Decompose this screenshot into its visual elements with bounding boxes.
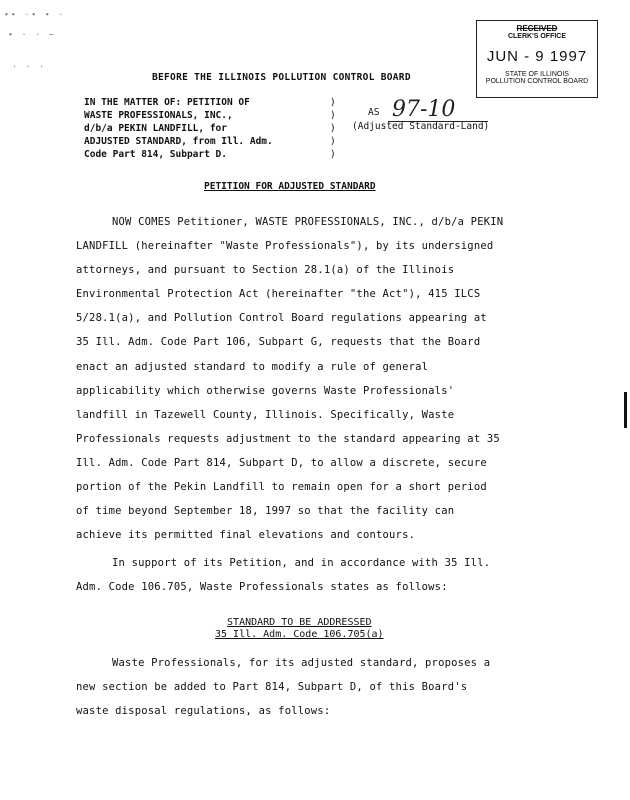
case-type: (Adjusted Standard-Land) xyxy=(352,121,490,132)
text-line: Waste Professionals, for its adjusted standard, proposes a xyxy=(112,657,491,669)
scan-artifact: · · · xyxy=(12,62,47,71)
section-heading xyxy=(215,617,384,641)
stamp-state: STATE OF ILLINOIS xyxy=(505,71,569,78)
text-line: achieve its permitted final elevations and contours. xyxy=(76,529,416,542)
stamp-received: RECEIVED xyxy=(516,24,558,33)
text-line: landfill in Tazewell County, Illinois. Specifically, Waste xyxy=(76,408,455,421)
text-line: Professionals requests adjustment to the standard appearing at 35 xyxy=(76,432,500,445)
section-heading-title: STANDARD TO BE ADDRESSED xyxy=(227,617,372,628)
caption-line: ADJUSTED STANDARD, from Ill. Adm. xyxy=(84,136,273,147)
text-line: applicability which otherwise governs Waste Professionals' xyxy=(76,384,455,397)
text-line: 5/28.1(a), and Pollution Control Board regulations appearing at xyxy=(76,312,487,325)
scan-artifact: ∙∙ ·∙ ∙ · xyxy=(4,10,66,19)
bracket: ) xyxy=(330,136,336,147)
bracket: ) xyxy=(330,123,336,134)
stamp-board: POLLUTION CONTROL BOARD xyxy=(485,78,589,85)
petition-title: PETITION FOR ADJUSTED STANDARD xyxy=(204,181,376,192)
case-caption xyxy=(84,96,273,161)
paragraph-proposal xyxy=(76,651,556,723)
caption-line: Code Part 814, Subpart D. xyxy=(84,149,227,160)
text-line: In support of its Petition, and in accordance with 35 Ill. xyxy=(112,557,491,569)
bracket: ) xyxy=(330,110,336,121)
stamp-date: JUN - 9 1997 xyxy=(486,48,588,65)
scan-artifact: ∙ · · − xyxy=(8,30,56,39)
text-line: LANDFILL (hereinafter "Waste Professionals"), by its undersigned xyxy=(76,240,494,253)
section-heading-citation: 35 Ill. Adm. Code 106.705(a) xyxy=(215,629,384,640)
received-stamp xyxy=(476,20,598,98)
text-line: attorneys, and pursuant to Section 28.1(a) of the Illinois xyxy=(76,264,455,277)
paragraph-support xyxy=(76,551,556,599)
bracket: ) xyxy=(330,97,336,108)
text-line: NOW COMES Petitioner, WASTE PROFESSIONALS, INC., d/b/a PEKIN xyxy=(112,216,504,228)
caption-line: d/b/a PEKIN LANDFILL, for xyxy=(84,123,227,134)
board-heading: BEFORE THE ILLINOIS POLLUTION CONTROL BOARD xyxy=(152,72,411,83)
caption-line: IN THE MATTER OF: PETITION OF xyxy=(84,97,250,108)
stamp-office: CLERK'S OFFICE xyxy=(507,33,567,40)
caption-brackets xyxy=(330,96,336,161)
scan-edge-mark xyxy=(624,392,627,428)
text-line: Ill. Adm. Code Part 814, Subpart D, to allow a discrete, secure xyxy=(76,456,487,469)
text-line: 35 Ill. Adm. Code Part 106, Subpart G, requests that the Board xyxy=(76,336,481,349)
text-line: portion of the Pekin Landfill to remain open for a short period xyxy=(76,481,487,494)
as-label: AS xyxy=(368,107,380,118)
case-number-handwritten: 97-10 xyxy=(392,97,456,122)
text-line: of time beyond September 18, 1997 so that the facility can xyxy=(76,505,455,518)
text-line: new section be added to Part 814, Subpart D, of this Board's xyxy=(76,681,468,694)
text-line: enact an adjusted standard to modify a rule of general xyxy=(76,360,429,373)
text-line: waste disposal regulations, as follows: xyxy=(76,705,331,718)
text-line: Adm. Code 106.705, Waste Professionals states as follows: xyxy=(76,581,448,594)
paragraph-intro xyxy=(76,210,556,547)
text-line: Environmental Protection Act (hereinafter "the Act"), 415 ILCS xyxy=(76,288,481,301)
caption-line: WASTE PROFESSIONALS, INC., xyxy=(84,110,233,121)
bracket: ) xyxy=(330,149,336,160)
